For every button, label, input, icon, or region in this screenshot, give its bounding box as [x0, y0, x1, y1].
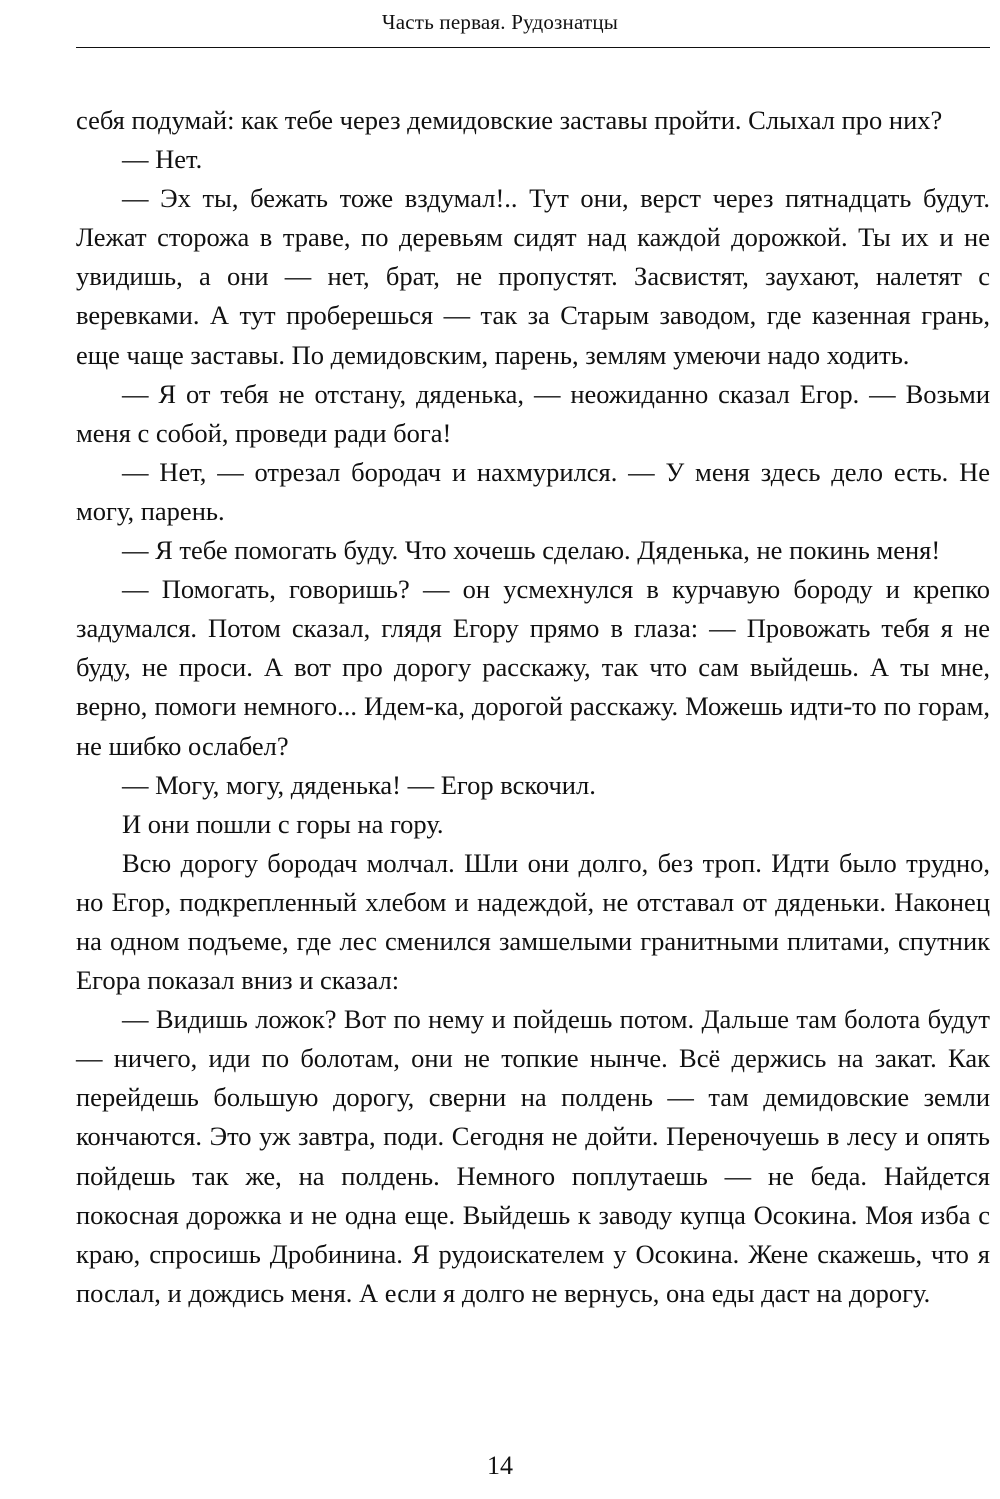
paragraph: Всю дорогу бородач молчал. Шли они долго, без троп. Идти было трудно, но Егор, подкрепленный хлебом и надеждой, не отставал от дяденьки. Наконец на одном подъеме, где лес сменился замшелыми гранитными плитами, спутник Егора показал вниз и сказал:	[76, 847, 990, 996]
paragraph: — Я от тебя не отстану, дяденька, — неожиданно сказал Егор. — Возьми меня с собой, проведи ради бога!	[76, 378, 990, 448]
paragraph: — Нет, — отрезал бородач и нахмурился. — У меня здесь дело есть. Не могу, парень.	[76, 456, 990, 526]
paragraph: — Помогать, говоришь? — он усмехнулся в курчавую бороду и крепко задумался. Потом сказал, глядя Егору прямо в глаза: — Провожать тебя я не буду, не проси. А вот про дорогу расскажу, так что сам выйдешь. А ты мне, верно, помоги немного... Идем-ка, дорогой расскажу. Можешь идти-то по горам, не шибко ослабел?	[76, 574, 990, 761]
paragraph: — Эх ты, бежать тоже вздумал!.. Тут они, верст через пятнадцать будут. Лежат сторожа в траве, по деревьям сидят над каждой дорожкой. Ты их и не увидишь, а они — нет, брат, не пропустят. Засвистят, заухают, налетят с веревками. А тут проберешься — так за Старым заводом, где казенная грань, еще чаще заставы. По демидовским, парень, землям умеючи надо ходить.	[76, 183, 990, 370]
paragraph: — Видишь ложок? Вот по нему и пойдешь потом. Дальше там болота будут — ничего, иди по болотам, они не топкие нынче. Всё держись на закат. Как перейдешь большую дорогу, сверни на полдень — там демидовские земли кончаются. Это уж завтра, поди. Сегодня не дойти. Переночуешь в лесу и опять пойдешь так же, на полдень. Немного поплутаешь — не беда. Найдется покосная дорожка и не одна еще. Выйдешь к заводу купца Осокина. Моя изба с краю, спросишь Дробинина. Я рудоискателем у Осокина. Жене скажешь, что я послал, и дождись меня. А если я долго не вернусь, она еды даст на дорогу.	[76, 1004, 990, 1308]
running-head: Часть первая. Рудознатцы	[381, 10, 619, 34]
page-number: 14	[487, 1451, 513, 1480]
body-text	[76, 101, 990, 1313]
paragraph: — Я тебе помогать буду. Что хочешь сделаю. Дяденька, не покинь меня!	[122, 535, 941, 566]
header-rule	[76, 47, 990, 48]
paragraph: И они пошли с горы на гору.	[122, 808, 444, 839]
paragraph: — Нет.	[122, 144, 203, 175]
paragraph: — Могу, могу, дяденька! — Егор вскочил.	[122, 769, 596, 800]
paragraph: себя подумай: как тебе через демидовские заставы пройти. Слыхал про них?	[76, 105, 943, 135]
